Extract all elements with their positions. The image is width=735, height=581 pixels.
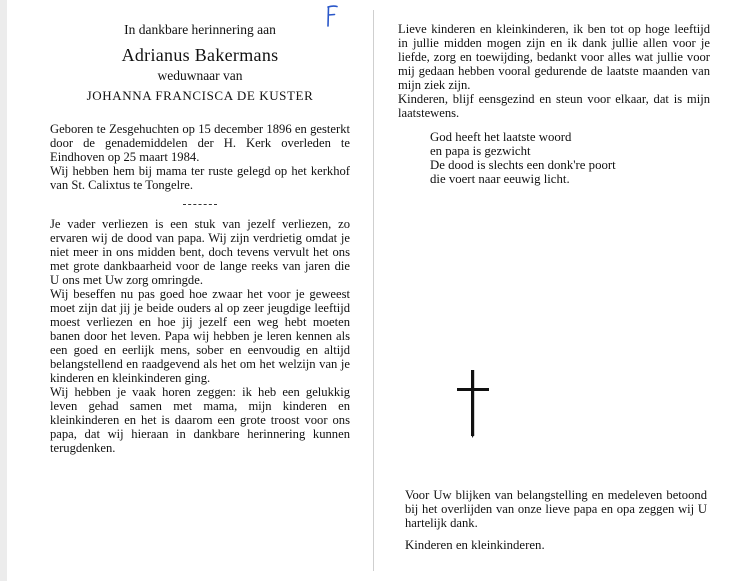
cross-icon <box>455 368 491 438</box>
scan-edge <box>0 0 7 581</box>
intro-line: In dankbare herinnering aan <box>124 22 276 37</box>
handwritten-f-mark <box>325 4 339 28</box>
message-paragraph: Je vader verliezen is een stuk van jezelf verliezen, zo ervaren wij de dood van papa. Wij zijn verdrietig omdat je niet meer in ons midden bent, doch tevens vervult het ons met grote dankbaarheid voor de lange reeks van jaren die U ons met Uw zorg omringde. <box>50 217 350 287</box>
message-left-block <box>50 217 350 455</box>
deceased-name: Adrianus Bakermans <box>121 45 279 65</box>
message-paragraph: Wij beseffen nu pas goed hoe zwaar het voor je geweest moet zijn dat jij je beide ouders al op zeer jeugdige leeftijd moest verliezen en hoe jij jezelf een weg hebt moeten banen door het leven. Papa wij hebben je leren kennen als een goed en eerlijk mens, sober en eenvoudig en altijd belangstellend en raadgevend als het om het welzijn van je kinderen en kleinkinderen ging. <box>50 287 350 385</box>
separator-dashes <box>183 204 217 205</box>
poem-line: De dood is slechts een donk're poort <box>430 158 616 172</box>
spouse-name: JOHANNA FRANCISCA DE KUSTER <box>86 88 314 103</box>
bio-block <box>50 122 350 192</box>
poem-line: die voert naar eeuwig licht. <box>430 172 570 186</box>
left-panel <box>50 22 350 572</box>
bio-paragraph: Wij hebben hem bij mama ter ruste gelegd op het kerkhof van St. Calixtus te Tongelre. <box>50 164 350 192</box>
bio-paragraph: Geboren te Zesgehuchten op 15 december 1896 en gesterkt door de genademiddelen der H. Kerk overleden te Eindhoven op 25 maart 1984. <box>50 122 350 164</box>
panel-divider <box>373 10 374 571</box>
message-paragraph: Kinderen, blijf eensgezind en steun voor elkaar, dat is mijn laatstewens. <box>398 92 710 120</box>
thanks-text: Voor Uw blijken van belangstelling en medeleven betoond bij het overlijden van onze lieve papa en opa zeggen wij U hartelijk dank. <box>405 488 707 530</box>
signoff: Kinderen en kleinkinderen. <box>405 538 545 552</box>
message-paragraph: Lieve kinderen en kleinkinderen, ik ben tot op hoge leeftijd in jullie midden mogen zijn en ik dank jullie allen voor je liefde, zorg en toewijding, bedankt voor alles wat jullie voor mij gedaan hebben vooral gedurende de laatste maanden van mijn ziek zijn. <box>398 22 710 92</box>
poem-line: en papa is gezwicht <box>430 144 531 158</box>
thanks-block <box>405 488 707 552</box>
poem-line: God heeft het laatste woord <box>430 130 572 144</box>
message-paragraph: Wij hebben je vaak horen zeggen: ik heb een gelukkig leven gehad samen met mama, mijn kinderen en kleinkinderen en het is daarom een grote troost voor ons papa, dat wij hieraan in dankbare herinnering kunnen terugdenken. <box>50 385 350 455</box>
poem-block <box>430 130 710 186</box>
relation-line: weduwnaar van <box>157 68 243 83</box>
